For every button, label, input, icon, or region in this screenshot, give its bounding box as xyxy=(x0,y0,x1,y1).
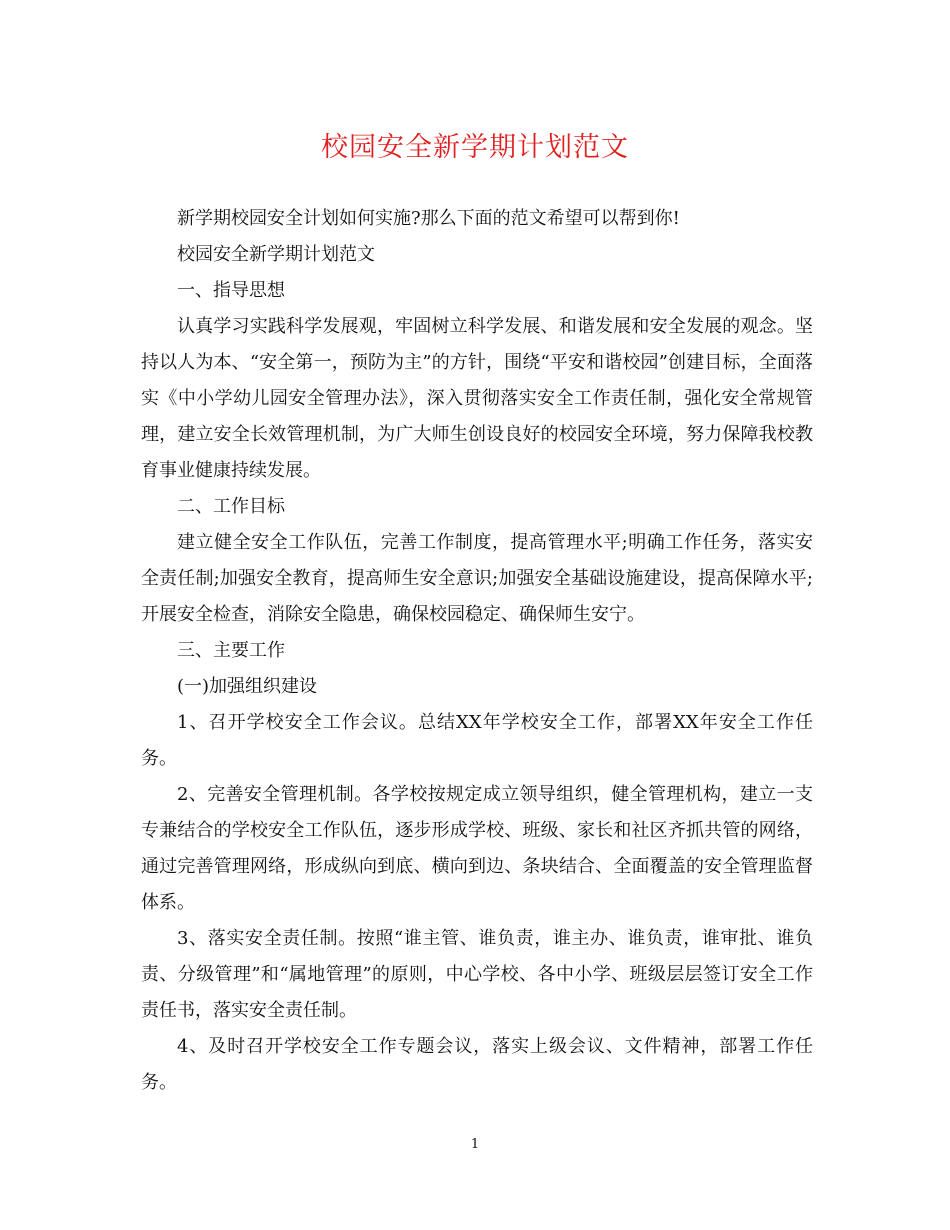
list-item-3: 3、落实安全责任制。按照“谁主管、谁负责，谁主办、谁负责，谁审批、谁负责、分级管理”和“属地管理”的原则，中心学校、各中小学、班级层层签订安全工作责任书，落实安全责任制。 xyxy=(141,928,813,1021)
document-title: 校园安全新学期计划范文 xyxy=(321,132,629,163)
list-item-1: 1、召开学校安全工作会议。总结XX年学校安全工作，部署XX年安全工作任务。 xyxy=(141,712,813,769)
list-item-4: 4、及时召开学校安全工作专题会议，落实上级会议、文件精神，部署工作任务。 xyxy=(141,1036,813,1093)
list-item-2: 2、完善安全管理机制。各学校按规定成立领导组织，健全管理机构，建立一支专兼结合的学校安全工作队伍，逐步形成学校、班级、家长和社区齐抓共管的网络，通过完善管理网络，形成纵向到底、横向到边、条块结合、全面覆盖的安全管理监督体系。 xyxy=(141,784,813,913)
guiding-ideology-paragraph: 认真学习实践科学发展观，牢固树立科学发展、和谐发展和安全发展的观念。坚持以人为本、“安全第一，预防为主”的方针，围绕“平安和谐校园”创建目标，全面落实《中小学幼儿园安全管理办法》，深入贯彻落实安全工作责任制，强化安全常规管理，建立安全长效管理机制，为广大师生创设良好的校园安全环境，努力保障我校教育事业健康持续发展。 xyxy=(141,316,813,481)
subsection-heading-organization: (一)加强组织建设 xyxy=(177,676,318,697)
section-heading-work-goals: 二、工作目标 xyxy=(177,496,285,517)
intro-paragraph: 新学期校园安全计划如何实施?那么下面的范文希望可以帮到你! xyxy=(177,208,680,229)
section-heading-main-work: 三、主要工作 xyxy=(177,640,285,661)
section-heading-guiding-ideology: 一、指导思想 xyxy=(177,280,285,301)
work-goals-paragraph: 建立健全安全工作队伍，完善工作制度，提高管理水平;明确工作任务，落实安全责任制;加强安全教育，提高师生安全意识;加强安全基础设施建设，提高保障水平;开展安全检查，消除安全隐患，确保校园稳定、确保师生安宁。 xyxy=(141,532,813,625)
subtitle-paragraph: 校园安全新学期计划范文 xyxy=(177,244,375,265)
document-body xyxy=(141,201,813,1101)
page-number: 1 xyxy=(470,1137,480,1152)
